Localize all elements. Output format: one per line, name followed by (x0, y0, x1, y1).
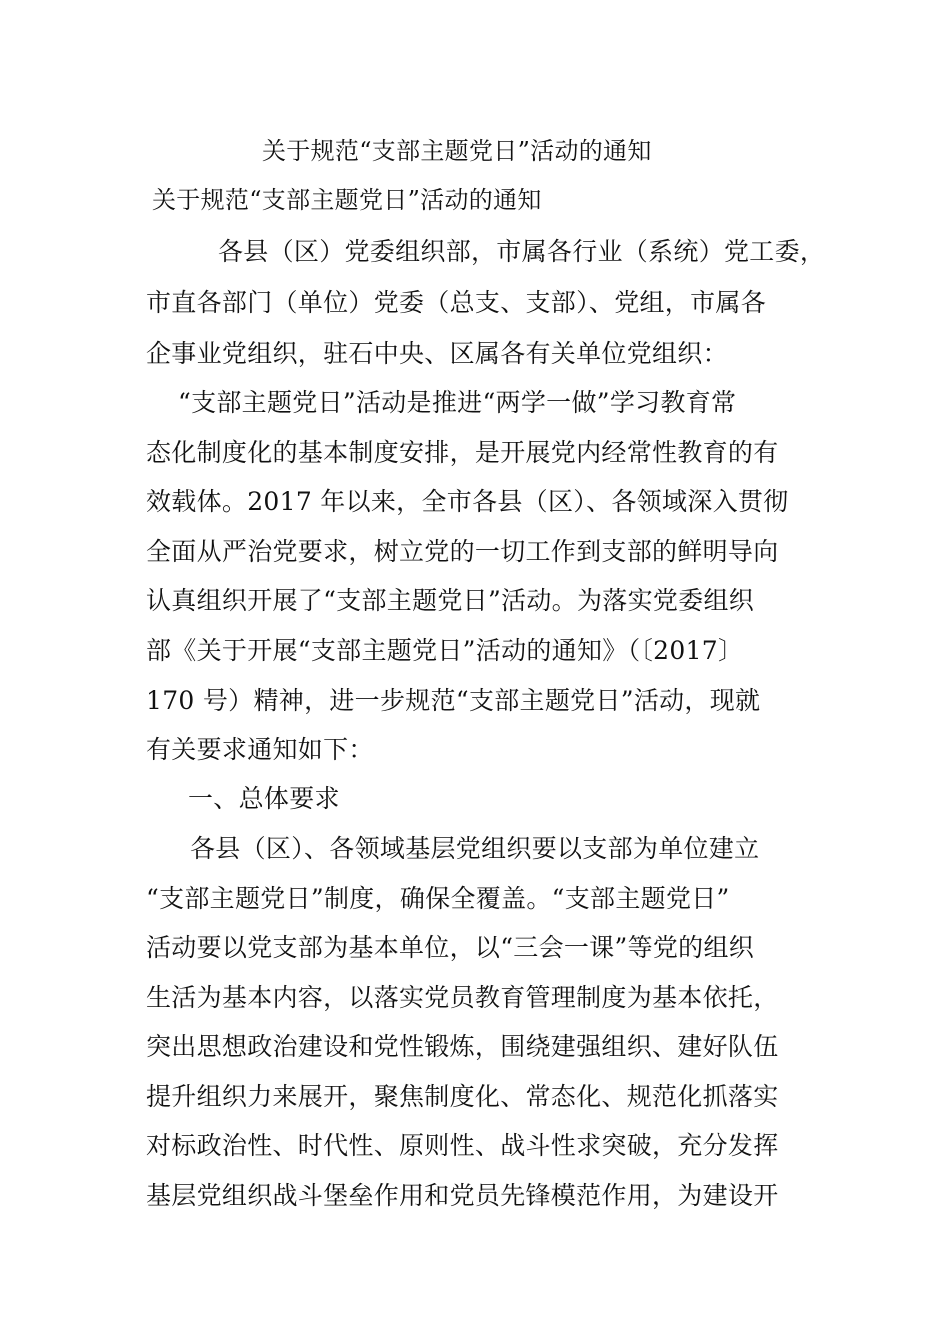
body-line: 各县（区）党委组织部，市属各行业（系统）党工委， (218, 237, 826, 266)
body-line: 突出思想政治建设和党性锻炼，围绕建强组织、建好队伍 (146, 1032, 779, 1061)
body-line: 市直各部门（单位）党委（总支、支部）、党组，市属各 (146, 288, 767, 317)
body-line: 对标政治性、时代性、原则性、战斗性求突破，充分发挥 (146, 1131, 779, 1160)
section-heading: 一、总体要求 (188, 784, 340, 813)
body-line: 企事业党组织，驻石中央、区属各有关单位党组织： (146, 339, 728, 368)
body-line: 态化制度化的基本制度安排，是开展党内经常性教育的有 (146, 438, 779, 467)
body-line: 有关要求通知如下： (146, 735, 374, 764)
body-line: 提升组织力来展开，聚焦制度化、常态化、规范化抓落实 (146, 1082, 779, 1111)
document-title: 关于规范“支部主题党日”活动的通知 (262, 137, 652, 165)
body-line: 活动要以党支部为基本单位，以“三会一课”等党的组织 (146, 933, 755, 962)
body-line: 部《关于开展“支部主题党日”活动的通知》（〔2017〕 (146, 636, 744, 665)
body-line: 基层党组织战斗堡垒作用和党员先锋模范作用，为建设开 (146, 1181, 779, 1210)
body-line: “支部主题党日”制度，确保全覆盖。“支部主题党日” (146, 884, 730, 913)
body-line: “支部主题党日”活动是推进“两学一做”学习教育常 (178, 388, 737, 417)
body-line: 170 号）精神，进一步规范“支部主题党日”活动，现就 (146, 686, 761, 715)
body-line: 全面从严治党要求，树立党的一切工作到支部的鲜明导向 (146, 537, 779, 566)
body-line: 效载体。2017 年以来，全市各县（区）、各领域深入贯彻 (146, 487, 789, 516)
body-line: 认真组织开展了“支部主题党日”活动。为落实党委组织 (146, 586, 755, 615)
document-subtitle: 关于规范“支部主题党日”活动的通知 (152, 186, 542, 214)
body-line: 各县（区）、各领域基层党组织要以支部为单位建立 (190, 834, 760, 863)
body-line: 生活为基本内容，以落实党员教育管理制度为基本依托， (146, 983, 779, 1012)
